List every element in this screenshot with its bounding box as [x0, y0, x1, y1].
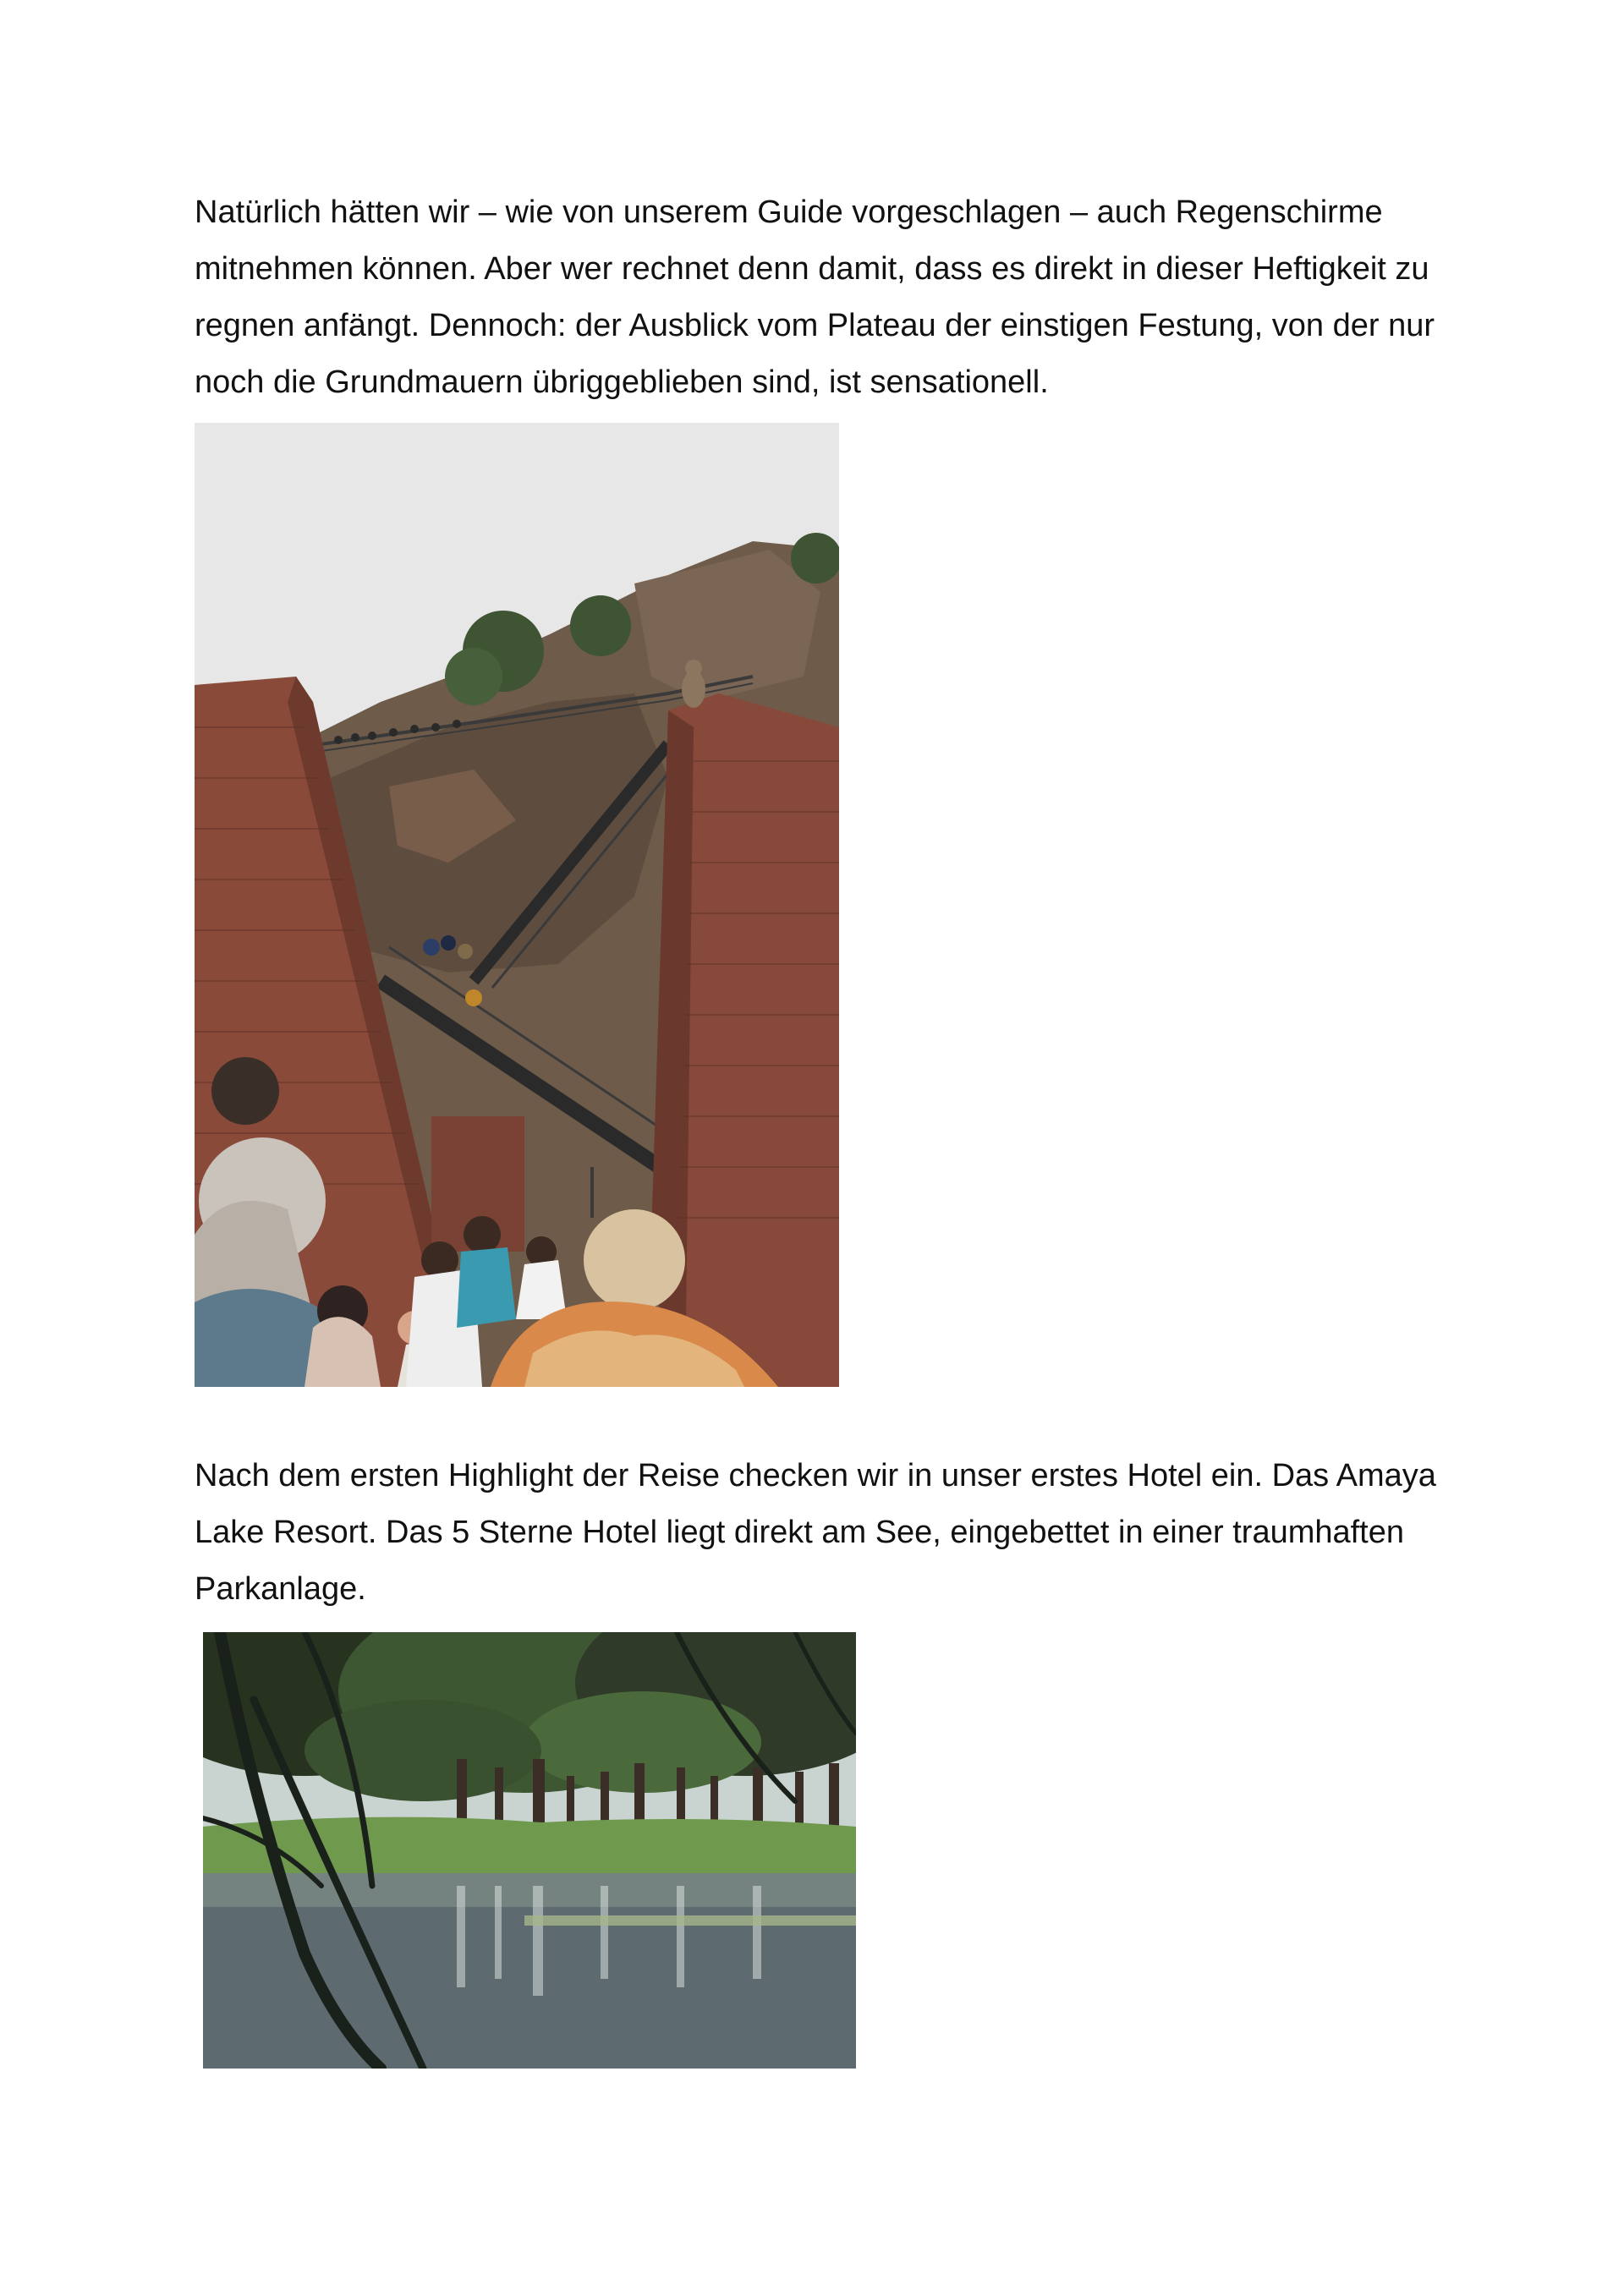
paragraph-amaya-lake-resort: Nach dem ersten Highlight der Reise checken wir in unser erstes Hotel ein. Das Amaya Lake Resort. Das 5 Sterne Hotel liegt direkt am See, eingebettet in einer traumhaften Parkanlage. — [195, 1458, 1436, 1607]
lake-park-illustration — [203, 1632, 856, 2069]
paragraph-rain-fortress: Natürlich hätten wir – wie von unserem Guide vorgeschlagen – auch Regenschirme mitnehmen können. Aber wer rechnet denn damit, dass es direkt in dieser Heftigkeit zu regnen anfängt. Dennoch: der Ausblick vom Plateau der einstigen Festung, von der nur noch die Grundmauern übriggeblieben sind, ist sensationell. — [195, 195, 1435, 400]
photo-sigiriya-staircase — [195, 423, 839, 1387]
sigiriya-staircase-illustration — [195, 423, 839, 1387]
photo-lake-park — [203, 1632, 856, 2069]
